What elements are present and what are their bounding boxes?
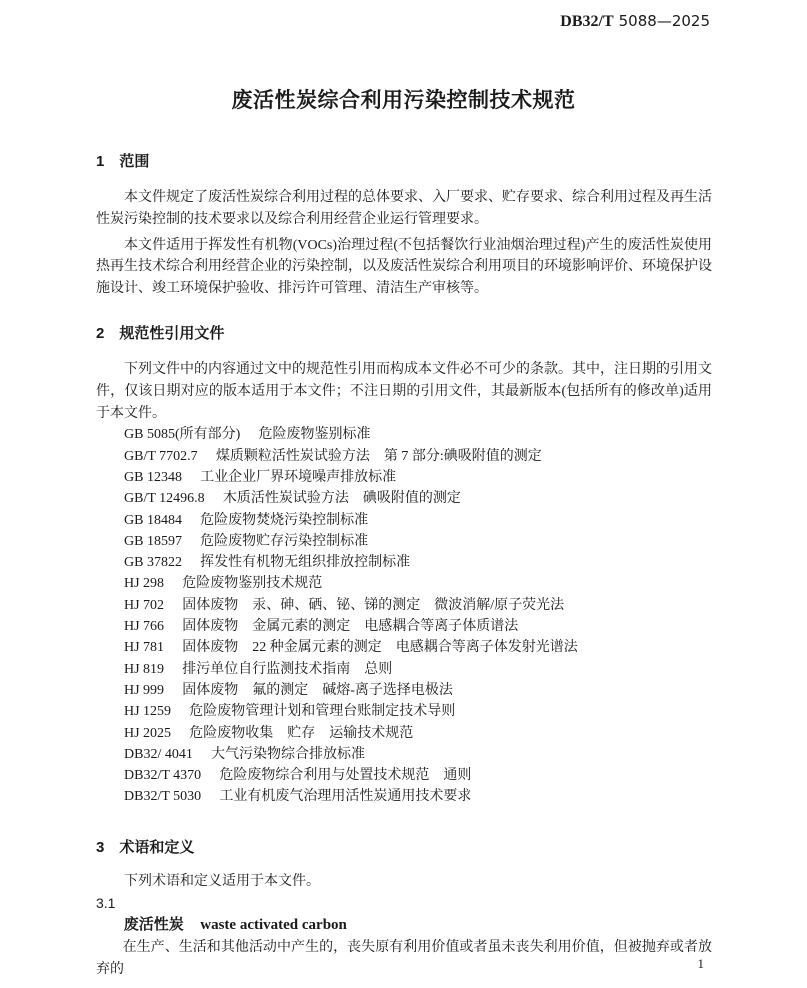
- reference-code: HJ 702: [124, 597, 165, 613]
- term-english: waste activated carbon: [200, 917, 347, 934]
- reference-title: 危险废物焚烧污染控制标准: [200, 512, 369, 528]
- reference-item: [96, 510, 712, 531]
- section-3-heading: [96, 838, 712, 857]
- reference-code: HJ 781: [124, 640, 165, 656]
- term-chinese: 废活性炭: [123, 916, 184, 934]
- section-2-number: 2: [96, 324, 105, 342]
- normative-references-list: [96, 424, 712, 807]
- section-2-intro: 下列文件中的内容通过文中的规范性引用而构成本文件必不可少的条款。其中，注日期的引用文件，仅该日期对应的版本适用于本文件；不注日期的引用文件，其最新版本(包括所有的修改单)适用于本文件。: [96, 361, 712, 421]
- section-3-intro: 下列术语和定义适用于本文件。: [124, 873, 320, 889]
- reference-item: [96, 595, 712, 616]
- reference-title: 大气污染物综合排放标准: [211, 746, 366, 762]
- reference-title: 危险废物贮存污染控制标准: [200, 533, 369, 549]
- section-2-heading: [96, 324, 712, 343]
- reference-item: [96, 744, 712, 765]
- reference-title: 危险废物鉴别标准: [258, 427, 371, 443]
- reference-item: [96, 786, 712, 807]
- section-1-paragraph-2: 本文件适用于挥发性有机物(VOCs)治理过程(不包括餐饮行业油烟治理过程)产生的废活性炭使用热再生技术综合利用经营企业的污染控制，以及废活性炭综合利用项目的环境影响评价、环境保护设施设计、竣工环境保护验收、排污许可管理、清洁生产审核等。: [96, 237, 712, 297]
- reference-code: GB/T 12496.8: [124, 491, 205, 507]
- reference-item: [96, 424, 712, 445]
- reference-code: DB32/T 4370: [124, 768, 202, 784]
- page-number: 1: [697, 956, 704, 971]
- reference-title: 危险废物管理计划和管理台账制定技术导则: [189, 704, 456, 720]
- reference-item: [96, 723, 712, 744]
- section-3-number: 3: [96, 838, 105, 856]
- reference-code: HJ 298: [124, 576, 165, 592]
- section-1-title: 范围: [119, 153, 150, 170]
- reference-title: 挥发性有机物无组织排放控制标准: [200, 555, 411, 571]
- reference-title: 危险废物鉴别技术规范: [182, 576, 323, 592]
- reference-title: 固体废物 金属元素的测定 电感耦合等离子体质谱法: [182, 619, 519, 635]
- reference-code: GB 12348: [124, 469, 182, 485]
- standard-code-number: 5088—2025: [618, 12, 710, 30]
- section-3-title: 术语和定义: [119, 838, 195, 856]
- reference-code: GB 18597: [124, 533, 182, 549]
- reference-title: 固体废物 氟的测定 碱熔-离子选择电极法: [182, 682, 453, 698]
- reference-code: DB32/ 4041: [124, 746, 193, 762]
- reference-title: 固体废物 22 种金属元素的测定 电感耦合等离子体发射光谱法: [182, 640, 578, 656]
- reference-item: [96, 488, 712, 509]
- reference-title: 危险废物收集 贮存 运输技术规范: [189, 725, 414, 741]
- reference-item: [96, 701, 712, 722]
- reference-item: [96, 765, 712, 786]
- section-2-title: 规范性引用文件: [119, 324, 225, 342]
- document-body: [0, 152, 807, 981]
- reference-title: 工业企业厂界环境噪声排放标准: [200, 469, 397, 485]
- reference-code: GB 5085(所有部分): [124, 427, 241, 443]
- term-entry: [96, 914, 712, 937]
- reference-item: [96, 446, 712, 467]
- reference-item: [96, 531, 712, 552]
- reference-code: GB/T 7702.7: [124, 448, 198, 464]
- reference-item: [96, 467, 712, 488]
- reference-title: 固体废物 汞、砷、硒、铋、锑的测定 微波消解/原子荧光法: [182, 597, 565, 613]
- reference-code: HJ 766: [124, 619, 165, 635]
- document-title: 废活性炭综合利用污染控制技术规范: [231, 89, 576, 112]
- section-1-number: 1: [96, 153, 105, 170]
- reference-item: [96, 616, 712, 637]
- reference-code: HJ 1259: [124, 704, 172, 720]
- reference-code: HJ 999: [124, 682, 165, 698]
- reference-item: [96, 637, 712, 658]
- standard-code: [560, 12, 710, 31]
- section-1-paragraph-1: 本文件规定了废活性炭综合利用过程的总体要求、入厂要求、贮存要求、综合利用过程及再生活性炭污染控制的技术要求以及综合利用经营企业运行管理要求。: [96, 190, 712, 227]
- reference-title: 煤质颗粒活性炭试验方法 第 7 部分:碘吸附值的测定: [215, 448, 542, 464]
- reference-code: GB 37822: [124, 555, 182, 571]
- reference-title: 危险废物综合利用与处置技术规范 通则: [219, 768, 472, 784]
- reference-title: 排污单位自行监测技术指南 总则: [182, 661, 393, 677]
- reference-item: [96, 680, 712, 701]
- reference-title: 工业有机废气治理用活性炭通用技术要求: [219, 789, 472, 805]
- reference-code: GB 18484: [124, 512, 182, 528]
- reference-code: HJ 819: [124, 661, 165, 677]
- reference-code: HJ 2025: [124, 725, 172, 741]
- reference-title: 木质活性炭试验方法 碘吸附值的测定: [222, 491, 461, 507]
- reference-code: DB32/T 5030: [124, 789, 202, 805]
- reference-item: [96, 573, 712, 594]
- reference-item: [96, 659, 712, 680]
- reference-item: [96, 552, 712, 573]
- standard-code-prefix: DB32/T: [560, 13, 614, 30]
- term-definition: 在生产、生活和其他活动中产生的，丧失原有利用价值或者虽未丧失利用价值，但被抛弃或者放弃的: [96, 940, 712, 977]
- section-1-heading: [96, 152, 712, 171]
- term-number: 3.1: [96, 894, 116, 911]
